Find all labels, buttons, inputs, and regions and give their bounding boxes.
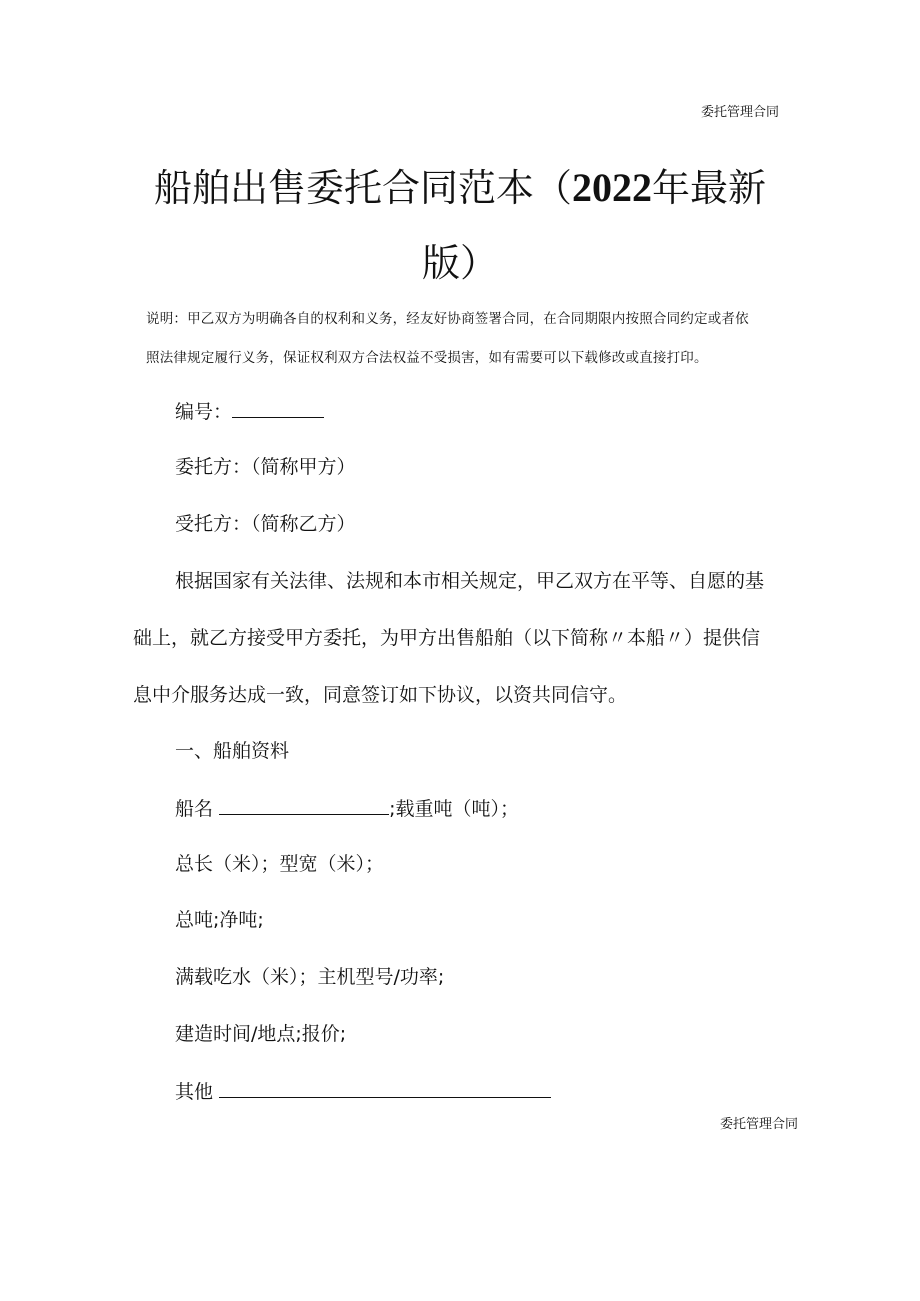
build-price-row: 建造时间/地点;报价; [175, 1023, 347, 1045]
ship-name-blank[interactable] [219, 794, 389, 815]
other-blank[interactable] [219, 1077, 551, 1098]
agent-field: 受托方：（简称乙方） [175, 513, 356, 535]
contract-number-label: 编号： [175, 401, 233, 423]
section1-heading: 一、船舶资料 [175, 740, 290, 762]
other-label: 其他 [175, 1081, 214, 1103]
intro-line3: 息中介服务达成一致，同意签订如下协议，以资共同信守。 [133, 684, 628, 706]
title-year: 2022 [572, 165, 652, 210]
title-prefix: 船舶出售委托合同范本（ [153, 166, 572, 210]
footer-tag: 委托管理合同 [719, 1117, 798, 1132]
intro-line1: 根据国家有关法律、法规和本市相关规定，甲乙双方在平等、自愿的基 [175, 570, 765, 592]
contract-number-field [175, 397, 324, 425]
length-width-row: 总长（米）；型宽（米）； [175, 853, 385, 875]
tonnage-row: 总吨;净吨; [175, 909, 264, 931]
contract-number-blank[interactable] [232, 397, 324, 418]
header-tag: 委托管理合同 [700, 105, 779, 120]
ship-name-row [175, 794, 519, 822]
note-line1: 说明：甲乙双方为明确各自的权利和义务，经友好协商签署合同，在合同期限内按照合同约定或者依 [146, 311, 749, 327]
title-suffix: 年最新 [652, 166, 767, 210]
principal-field: 委托方：（简称甲方） [175, 456, 356, 478]
document-title-line2: 版） [421, 241, 498, 285]
intro-line2: 础上，就乙方接受甲方委托，为甲方出售船舶（以下简称〃本船〃）提供信 [133, 627, 761, 649]
note-line2: 照法律规定履行义务，保证权利双方合法权益不受损害，如有需要可以下载修改或直接打印。 [146, 350, 708, 366]
ship-name-label: 船名 [175, 798, 214, 820]
ship-name-suffix: ;载重吨（吨）； [389, 798, 519, 820]
other-row [175, 1077, 551, 1105]
document-title [0, 163, 920, 213]
draft-engine-row: 满载吃水（米）；主机型号/功率; [175, 966, 445, 988]
